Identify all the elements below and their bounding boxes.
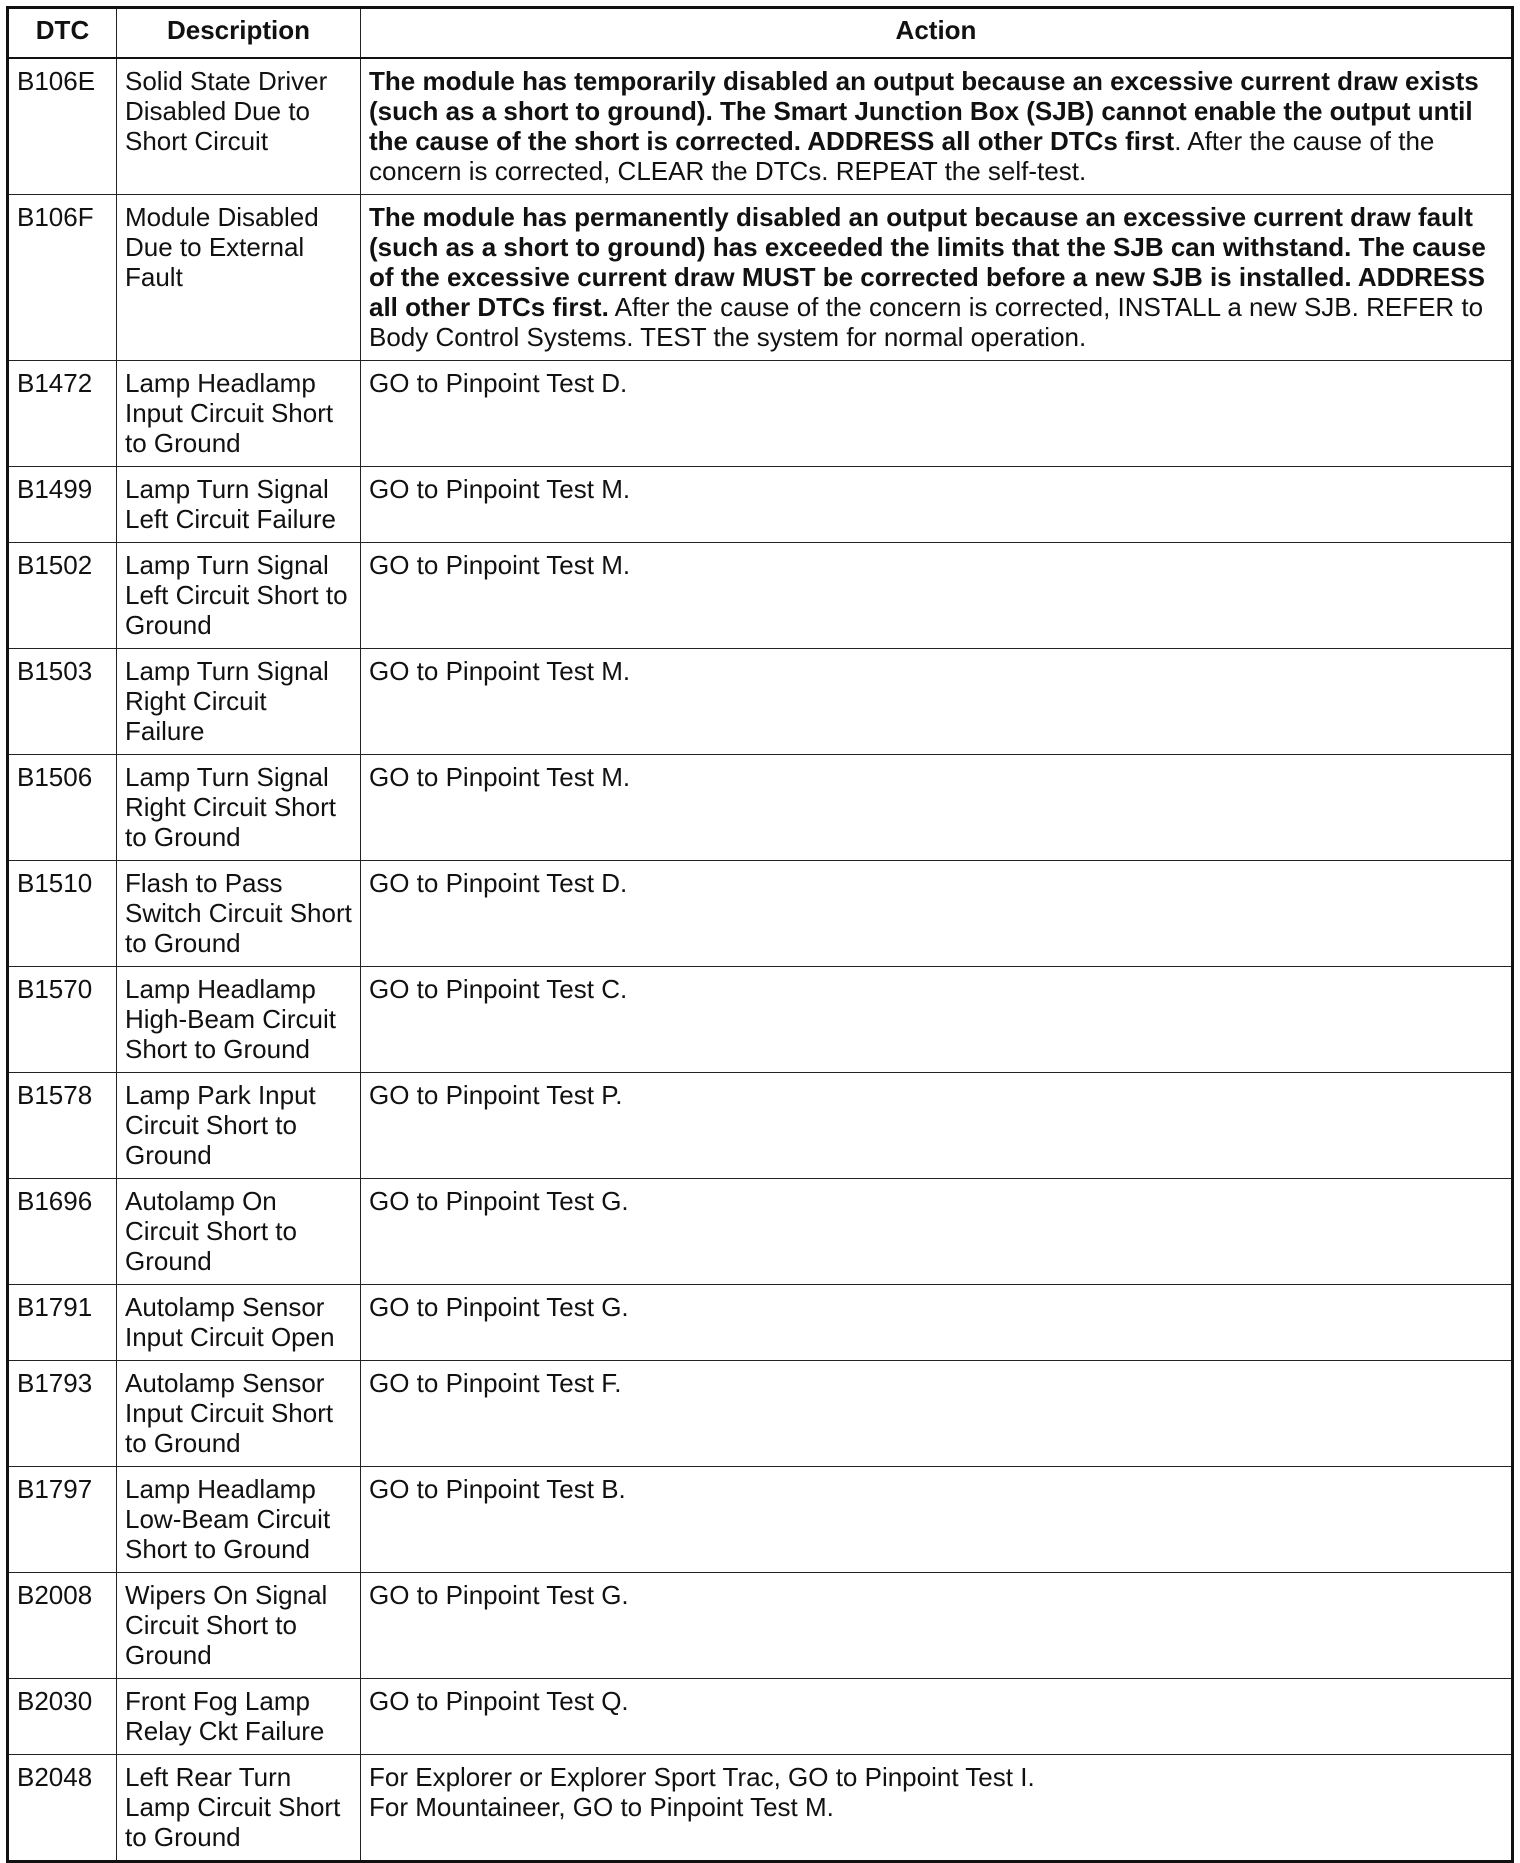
description-cell: Autolamp On Circuit Short to Ground <box>117 1179 361 1285</box>
table-row <box>8 58 1513 195</box>
header-dtc: DTC <box>8 8 117 59</box>
header-description: Description <box>117 8 361 59</box>
description-cell: Module Disabled Due to External Fault <box>117 195 361 361</box>
action-cell <box>361 1179 1513 1285</box>
dtc-code-cell: B2030 <box>8 1679 117 1755</box>
dtc-code-cell: B1510 <box>8 861 117 967</box>
action-cell <box>361 195 1513 361</box>
dtc-code-cell: B1791 <box>8 1285 117 1361</box>
action-text: GO to Pinpoint Test Q. <box>369 1686 629 1716</box>
action-cell <box>361 649 1513 755</box>
action-text: GO to Pinpoint Test M. <box>369 474 631 504</box>
table-row <box>8 1179 1513 1285</box>
action-text: GO to Pinpoint Test G. <box>369 1292 629 1322</box>
description-cell: Front Fog Lamp Relay Ckt Failure <box>117 1679 361 1755</box>
dtc-code-cell: B1793 <box>8 1361 117 1467</box>
action-cell <box>361 543 1513 649</box>
action-cell <box>361 1073 1513 1179</box>
description-cell: Left Rear Turn Lamp Circuit Short to Ground <box>117 1755 361 1862</box>
table-row <box>8 967 1513 1073</box>
table-row <box>8 1573 1513 1679</box>
action-cell <box>361 967 1513 1073</box>
dtc-code-cell: B1578 <box>8 1073 117 1179</box>
table-row <box>8 467 1513 543</box>
header-action: Action <box>361 8 1513 59</box>
action-text: . After the cause of the concern is corrected, CLEAR the DTCs. REPEAT the self-test. <box>369 126 1435 186</box>
action-text: For Explorer or Explorer Sport Trac, GO to Pinpoint Test I. <box>369 1762 1035 1792</box>
action-text: GO to Pinpoint Test B. <box>369 1474 626 1504</box>
action-cell <box>361 1285 1513 1361</box>
description-cell: Autolamp Sensor Input Circuit Open <box>117 1285 361 1361</box>
description-cell: Lamp Turn Signal Left Circuit Failure <box>117 467 361 543</box>
action-text: For Mountaineer, GO to Pinpoint Test M. <box>369 1792 834 1822</box>
table-row <box>8 1755 1513 1862</box>
action-text: GO to Pinpoint Test D. <box>369 868 628 898</box>
table-row <box>8 1285 1513 1361</box>
table-row <box>8 649 1513 755</box>
action-text: GO to Pinpoint Test C. <box>369 974 628 1004</box>
action-cell <box>361 1573 1513 1679</box>
action-text: GO to Pinpoint Test P. <box>369 1080 623 1110</box>
table-body <box>8 58 1513 1862</box>
dtc-code-cell: B1570 <box>8 967 117 1073</box>
table-row <box>8 755 1513 861</box>
action-cell <box>361 861 1513 967</box>
dtc-code-cell: B1506 <box>8 755 117 861</box>
action-text: GO to Pinpoint Test M. <box>369 762 631 792</box>
table-row <box>8 543 1513 649</box>
description-cell: Flash to Pass Switch Circuit Short to Ground <box>117 861 361 967</box>
dtc-code-cell: B2048 <box>8 1755 117 1862</box>
action-cell <box>361 58 1513 195</box>
description-cell: Lamp Headlamp High-Beam Circuit Short to Ground <box>117 967 361 1073</box>
dtc-code-cell: B106F <box>8 195 117 361</box>
action-text: GO to Pinpoint Test M. <box>369 550 631 580</box>
table-row <box>8 1679 1513 1755</box>
action-text: GO to Pinpoint Test G. <box>369 1186 629 1216</box>
action-text: GO to Pinpoint Test D. <box>369 368 628 398</box>
description-cell: Wipers On Signal Circuit Short to Ground <box>117 1573 361 1679</box>
action-text: GO to Pinpoint Test G. <box>369 1580 629 1610</box>
action-cell <box>361 1679 1513 1755</box>
action-text-bold: The module has permanently disabled an output because an excessive current draw fault (such as a short to ground) has exceeded the limits that the SJB can withstand. The cause of the excessive current draw MUST be corrected before a new SJB is installed. ADDRESS all other DTCs first. <box>369 202 1486 322</box>
dtc-code-cell: B1499 <box>8 467 117 543</box>
dtc-code-cell: B106E <box>8 58 117 195</box>
header-row <box>8 8 1513 59</box>
dtc-code-cell: B1696 <box>8 1179 117 1285</box>
description-cell: Lamp Park Input Circuit Short to Ground <box>117 1073 361 1179</box>
action-cell <box>361 467 1513 543</box>
table-row <box>8 195 1513 361</box>
action-text-bold: The module has temporarily disabled an output because an excessive current draw exists (such as a short to ground). The Smart Junction Box (SJB) cannot enable the output until the cause of the short is corrected. ADDRESS all other DTCs first <box>369 66 1479 156</box>
action-cell <box>361 755 1513 861</box>
action-cell <box>361 1361 1513 1467</box>
dtc-code-cell: B1797 <box>8 1467 117 1573</box>
action-text: GO to Pinpoint Test F. <box>369 1368 622 1398</box>
description-cell: Lamp Turn Signal Right Circuit Failure <box>117 649 361 755</box>
action-cell <box>361 361 1513 467</box>
dtc-code-cell: B1502 <box>8 543 117 649</box>
action-cell <box>361 1467 1513 1573</box>
action-text: GO to Pinpoint Test M. <box>369 656 631 686</box>
dtc-code-cell: B1472 <box>8 361 117 467</box>
table-row <box>8 1073 1513 1179</box>
action-cell <box>361 1755 1513 1862</box>
dtc-code-cell: B2008 <box>8 1573 117 1679</box>
description-cell: Autolamp Sensor Input Circuit Short to Ground <box>117 1361 361 1467</box>
dtc-table <box>6 6 1514 1863</box>
description-cell: Lamp Headlamp Low-Beam Circuit Short to Ground <box>117 1467 361 1573</box>
table-row <box>8 861 1513 967</box>
description-cell: Lamp Turn Signal Left Circuit Short to Ground <box>117 543 361 649</box>
table-row <box>8 1467 1513 1573</box>
table-header <box>8 8 1513 59</box>
table-row <box>8 1361 1513 1467</box>
table-row <box>8 361 1513 467</box>
description-cell: Lamp Turn Signal Right Circuit Short to Ground <box>117 755 361 861</box>
description-cell: Solid State Driver Disabled Due to Short Circuit <box>117 58 361 195</box>
description-cell: Lamp Headlamp Input Circuit Short to Ground <box>117 361 361 467</box>
dtc-code-cell: B1503 <box>8 649 117 755</box>
action-text: After the cause of the concern is corrected, INSTALL a new SJB. REFER to Body Control Systems. TEST the system for normal operation. <box>369 292 1484 352</box>
